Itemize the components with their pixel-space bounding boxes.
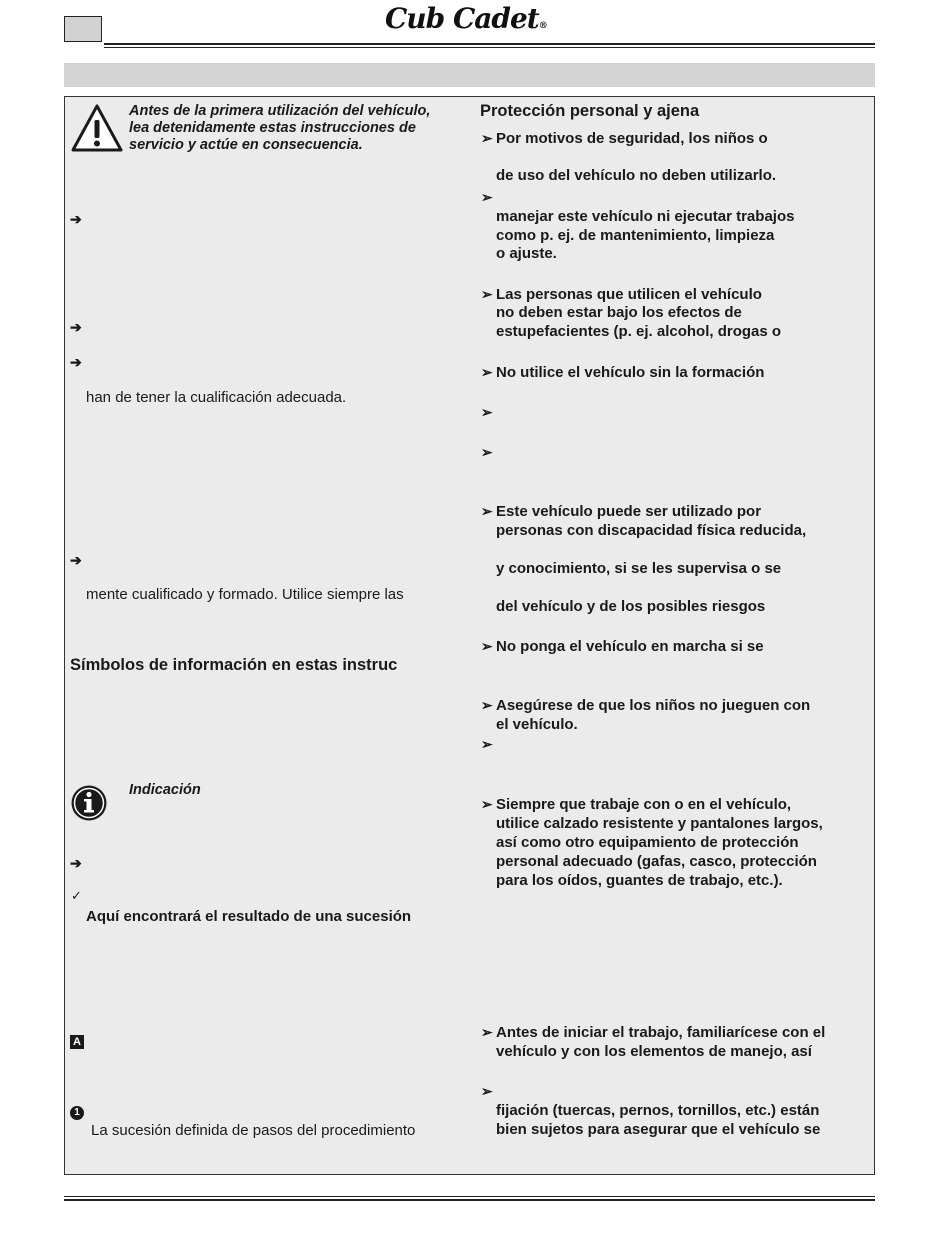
list-item: el vehículo. (496, 716, 578, 733)
list-item: Por motivos de seguridad, los niños o (496, 130, 768, 147)
bullet-icon: ➢ (481, 189, 493, 205)
list-item: y conocimiento, si se les supervisa o se (496, 560, 782, 577)
list-item: Este vehículo puede ser utilizado por (496, 503, 762, 520)
bullet-icon: ➢ (481, 364, 493, 380)
footer-rule (64, 1199, 875, 1201)
list-item: de uso del vehículo no deben utilizarlo. (496, 167, 777, 184)
action-arrow: ➔ (70, 211, 82, 227)
info-icon (70, 784, 108, 822)
list-item: así como otro equipamiento de protección (496, 834, 799, 851)
bullet-icon: ➢ (481, 444, 493, 460)
qualification-text: han de tener la cualificación adecuada. (86, 389, 347, 406)
step-number-icon: 1 (70, 1106, 84, 1120)
warning-icon (70, 103, 124, 153)
bullet-icon: ➢ (481, 130, 493, 146)
list-item: o ajuste. (496, 245, 557, 262)
header-rule (104, 43, 875, 45)
list-item: Asegúrese de que los niños no jueguen con (496, 697, 811, 714)
protection-heading: Protección personal y ajena (480, 102, 700, 120)
registered-mark: ® (538, 21, 547, 31)
list-item: utilice calzado resistente y pantalones largos, (496, 815, 823, 832)
header-rule-thin (104, 47, 875, 48)
bullet-icon: ➢ (481, 638, 493, 654)
figure-letter-box: A (70, 1035, 84, 1049)
trained-text: mente cualificado y formado. Utilice siempre las (86, 586, 404, 603)
list-item: No ponga el vehículo en marcha si se (496, 638, 764, 655)
bullet-icon: ➢ (481, 796, 493, 812)
bullet-icon: ➢ (481, 697, 493, 713)
list-item: Antes de iniciar el trabajo, familiarícese con el (496, 1024, 826, 1041)
check-icon: ✓ (71, 888, 82, 903)
list-item: estupefacientes (p. ej. alcohol, drogas o (496, 323, 782, 340)
bullet-icon: ➢ (481, 736, 493, 752)
bullet-icon: ➢ (481, 286, 493, 302)
list-item: Siempre que trabaje con o en el vehículo, (496, 796, 792, 813)
list-item: vehículo y con los elementos de manejo, así (496, 1043, 812, 1060)
warning-text: Antes de la primera utilización del vehículo, lea detenidamente estas instrucciones de servicio y actúe en consecuencia. (129, 103, 431, 153)
content-panel (64, 96, 875, 1175)
bullet-icon: ➢ (481, 1024, 493, 1040)
list-item: no deben estar bajo los efectos de (496, 304, 742, 321)
list-item: personal adecuado (gafas, casco, protección (496, 853, 817, 870)
section-title-bar (64, 63, 875, 87)
action-arrow: ➔ (70, 354, 82, 370)
list-item: como p. ej. de mantenimiento, limpieza (496, 227, 775, 244)
list-item: para los oídos, guantes de trabajo, etc.). (496, 872, 783, 889)
brand-name: Cub Cadet (385, 2, 539, 35)
bullet-icon: ➢ (481, 503, 493, 519)
brand-logo (385, 2, 547, 35)
list-item: del vehículo y de los posibles riesgos (496, 598, 766, 615)
page-number-tab (64, 16, 102, 42)
footer-rule-thin (64, 1196, 875, 1197)
list-item: bien sujetos para asegurar que el vehículo se (496, 1121, 821, 1138)
bullet-icon: ➢ (481, 404, 493, 420)
symbols-heading: Símbolos de información en estas instruc (70, 656, 398, 674)
list-item: Las personas que utilicen el vehículo (496, 286, 762, 303)
action-arrow: ➔ (70, 319, 82, 335)
sequence-text: La sucesión definida de pasos del procedimiento (91, 1122, 416, 1139)
list-item: No utilice el vehículo sin la formación (496, 364, 765, 381)
action-arrow: ➔ (70, 855, 82, 871)
list-item: personas con discapacidad física reducida, (496, 522, 807, 539)
result-text: Aquí encontrará el resultado de una sucesión (86, 908, 412, 925)
list-item: manejar este vehículo ni ejecutar trabajos (496, 208, 795, 225)
bullet-icon: ➢ (481, 1083, 493, 1099)
list-item: fijación (tuercas, pernos, tornillos, etc.) están (496, 1102, 820, 1119)
note-label: Indicación (129, 782, 201, 798)
action-arrow: ➔ (70, 552, 82, 568)
